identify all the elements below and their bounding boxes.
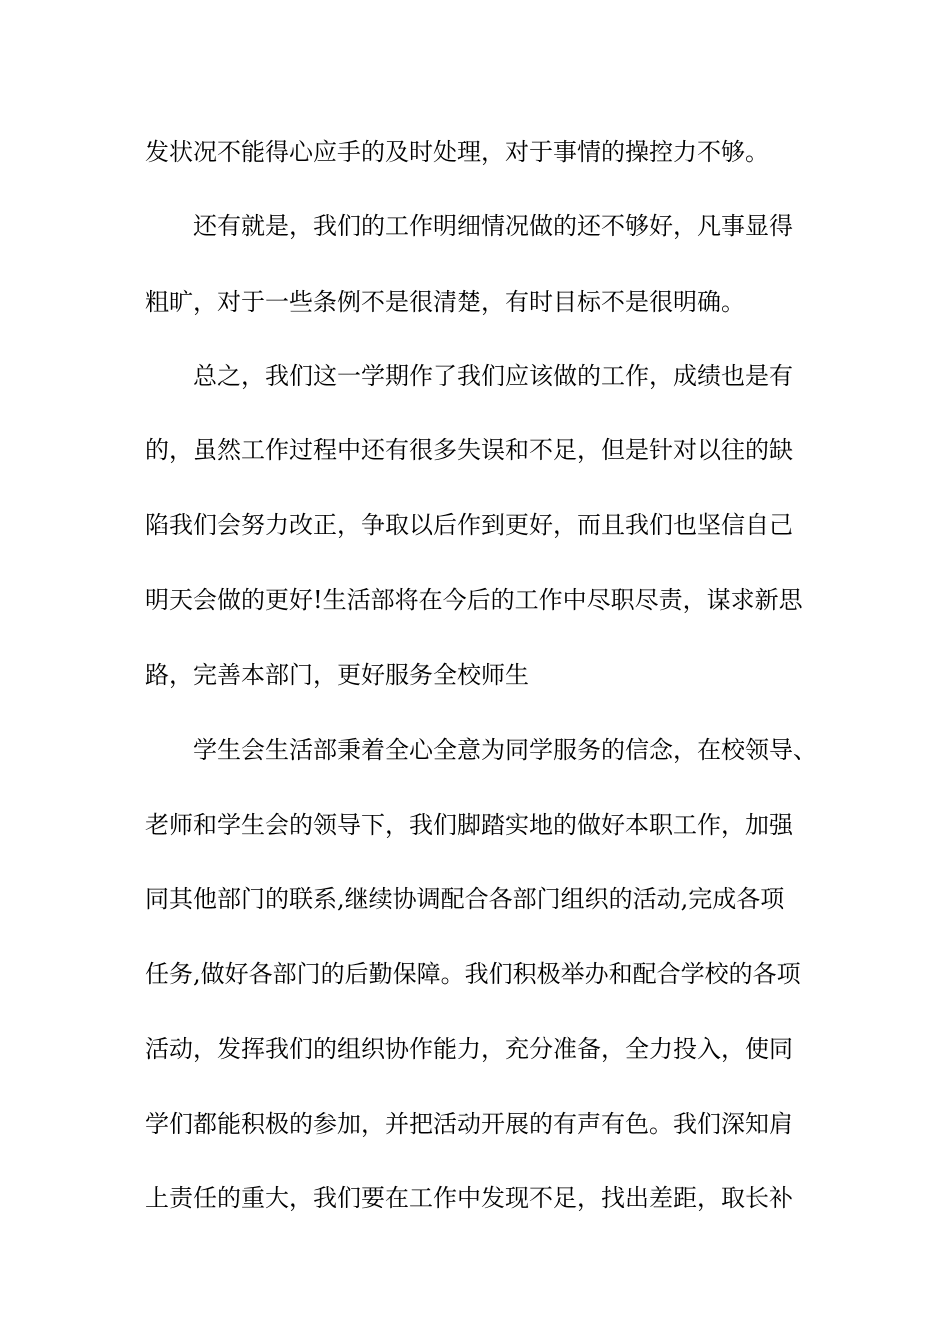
- text-line: 发状况不能得心应手的及时处理，对于事情的操控力不够。: [145, 138, 769, 166]
- paragraph-start-line: 还有就是，我们的工作明细情况做的还不够好，凡事显得: [193, 212, 793, 240]
- text-line: 的，虽然工作过程中还有很多失误和不足，但是针对以往的缺: [145, 436, 793, 464]
- text-line: 路，完善本部门，更好服务全校师生: [145, 661, 529, 689]
- text-line: 上责任的重大，我们要在工作中发现不足，找出差距，取长补: [145, 1184, 793, 1212]
- text-line: 粗旷，对于一些条例不是很清楚，有时目标不是很明确。: [145, 288, 745, 316]
- text-line: 陷我们会努力改正，争取以后作到更好，而且我们也坚信自己: [145, 511, 793, 539]
- text-line: 任务,做好各部门的后勤保障。我们积极举办和配合学校的各项: [145, 960, 801, 988]
- text-line: 学们都能积极的参加，并把活动开展的有声有色。我们深知肩: [145, 1110, 793, 1138]
- paragraph-start-line: 总之，我们这一学期作了我们应该做的工作，成绩也是有: [193, 362, 793, 390]
- paragraph-start-line: 学生会生活部秉着全心全意为同学服务的信念，在校领导、: [193, 736, 817, 764]
- text-line: 老师和学生会的领导下，我们脚踏实地的做好本职工作，加强: [145, 811, 793, 839]
- text-line: 活动，发挥我们的组织协作能力，充分准备，全力投入，使同: [145, 1035, 793, 1063]
- text-line: 同其他部门的联系,继续协调配合各部门组织的活动,完成各项: [145, 885, 785, 913]
- text-line: 明天会做的更好!生活部将在今后的工作中尽职尽责，谋求新思: [145, 586, 803, 614]
